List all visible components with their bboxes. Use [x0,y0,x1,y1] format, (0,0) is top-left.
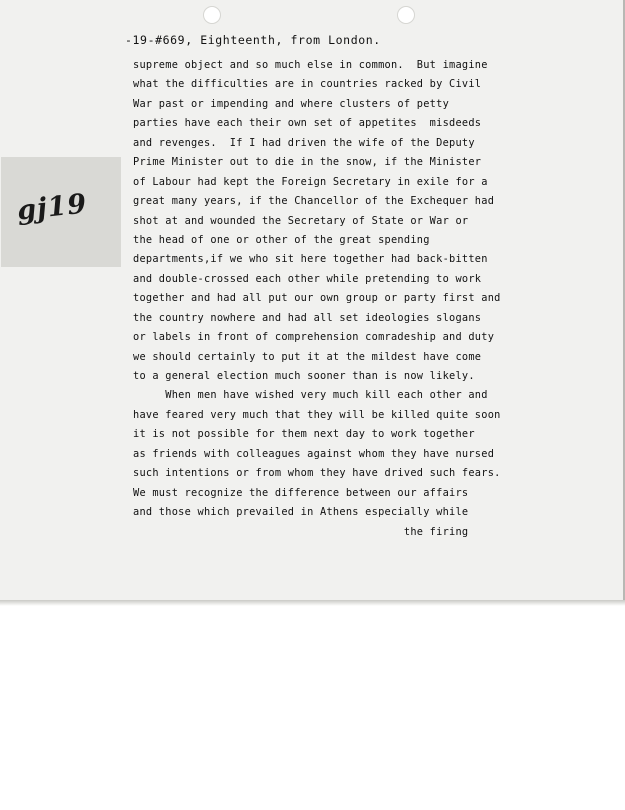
text-line: or labels in front of comprehension comradeship and duty [133,331,495,344]
body-text [133,56,553,542]
text-line: and double-crossed each other while pretending to work [133,272,482,285]
text-line: and revenges. If I had driven the wife of the Deputy [133,136,475,149]
punch-hole-left [203,6,221,24]
text-line: Prime Minister out to die in the snow, if the Minister [133,156,482,169]
text-line: departments,if we who sit here together had back-bitten [133,253,488,266]
text-line: have feared very much that they will be killed quite soon [133,408,501,421]
text-line: as friends with colleagues against whom they have nursed [133,447,495,460]
text-line: shot at and wounded the Secretary of State or War or [133,214,469,227]
text-line: such intentions or from whom they have drived such fears. [133,467,501,480]
text-line: parties have each their own set of appetites misdeeds [133,117,482,130]
text-line: what the difficulties are in countries racked by Civil [133,78,482,91]
text-line: of Labour had kept the Foreign Secretary in exile for a [133,175,488,188]
text-line: War past or impending and where clusters of petty [133,97,450,110]
text-line: the head of one or other of the great spending [133,233,430,246]
text-line: supreme object and so much else in common. But imagine [133,59,488,71]
text-line: to a general election much sooner than is now likely. [133,370,475,382]
text-line: together and had all put our own group or party first and [133,292,501,305]
margin-annotation-stamp [1,157,121,267]
page-edge-shadow [0,600,625,606]
text-line: we should certainly to put it at the mildest have come [133,350,482,363]
text-line: the country nowhere and had all set ideologies slogans [133,311,482,324]
margin-annotation: gj19 [15,188,89,227]
page-header: -19-#669, Eighteenth, from London. [125,33,381,47]
punch-hole-right [397,6,415,24]
text-line: We must recognize the difference between our affairs [133,486,469,499]
text-line: and those which prevailed in Athens especially while [133,506,469,519]
text-line: great many years, if the Chancellor of the Exchequer had [133,195,495,208]
text-line: the firing [133,525,469,538]
text-line: When men have wished very much kill each other and [133,389,488,402]
text-line: it is not possible for them next day to work together [133,428,475,441]
